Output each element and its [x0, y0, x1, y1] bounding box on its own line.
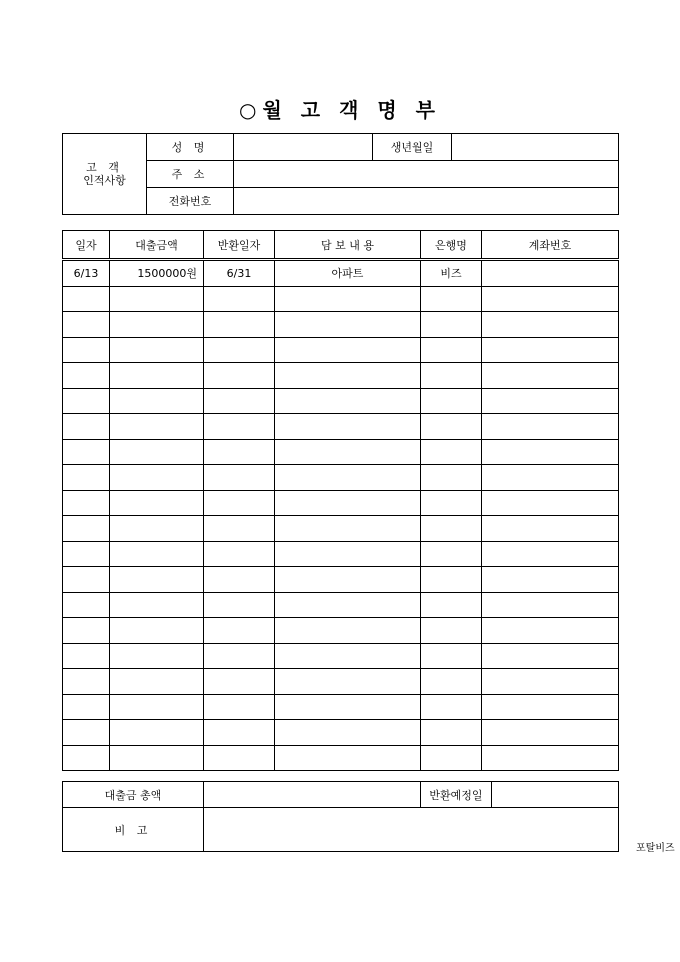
cell-bank[interactable] — [421, 516, 482, 542]
table-row — [63, 745, 619, 771]
cell-loan-amount[interactable] — [110, 312, 204, 338]
cell-date[interactable] — [63, 745, 110, 771]
cell-bank[interactable] — [421, 745, 482, 771]
memo-field[interactable] — [204, 808, 619, 852]
table-row — [63, 541, 619, 567]
table-row — [63, 720, 619, 746]
cell-loan-amount[interactable] — [110, 286, 204, 312]
cell-return-date[interactable] — [204, 388, 275, 414]
cell-collateral[interactable] — [275, 694, 421, 720]
cell-date[interactable] — [63, 388, 110, 414]
table-row — [63, 414, 619, 440]
table-row — [63, 363, 619, 389]
cell-collateral[interactable] — [275, 745, 421, 771]
cell-bank[interactable] — [421, 439, 482, 465]
cell-loan-amount[interactable] — [110, 465, 204, 491]
cell-return-date[interactable] — [204, 745, 275, 771]
cell-return-date[interactable] — [204, 618, 275, 644]
cell-bank[interactable] — [421, 567, 482, 593]
cell-date[interactable] — [63, 439, 110, 465]
cell-collateral[interactable] — [275, 669, 421, 695]
cell-collateral[interactable] — [275, 439, 421, 465]
header-account-number: 계좌번호 — [482, 231, 619, 260]
cell-bank[interactable] — [421, 694, 482, 720]
loan-ledger-table — [62, 230, 619, 771]
cell-bank[interactable] — [421, 643, 482, 669]
cell-loan-amount[interactable] — [110, 618, 204, 644]
table-row — [63, 643, 619, 669]
cell-account-number[interactable] — [482, 541, 619, 567]
cell-date[interactable]: 6/13 — [63, 260, 110, 287]
birth-field[interactable] — [452, 134, 619, 161]
header-bank: 은행명 — [421, 231, 482, 260]
cell-return-date[interactable] — [204, 516, 275, 542]
cell-collateral[interactable]: 아파트 — [275, 260, 421, 287]
table-row — [63, 694, 619, 720]
birth-label: 생년월일 — [373, 134, 452, 161]
cell-loan-amount[interactable] — [110, 643, 204, 669]
cell-bank[interactable]: 비즈 — [421, 260, 482, 287]
phone-field[interactable] — [234, 188, 619, 215]
cell-loan-amount[interactable] — [110, 694, 204, 720]
table-row — [63, 465, 619, 491]
cell-date[interactable] — [63, 618, 110, 644]
cell-date[interactable] — [63, 286, 110, 312]
cell-loan-amount[interactable] — [110, 592, 204, 618]
cell-bank[interactable] — [421, 541, 482, 567]
cell-bank[interactable] — [421, 312, 482, 338]
table-row — [63, 592, 619, 618]
cell-account-number[interactable] — [482, 260, 619, 287]
cell-return-date[interactable] — [204, 720, 275, 746]
cell-collateral[interactable] — [275, 643, 421, 669]
cell-return-date[interactable] — [204, 541, 275, 567]
header-loan-amount: 대출금액 — [110, 231, 204, 260]
cell-date[interactable] — [63, 643, 110, 669]
cell-collateral[interactable] — [275, 592, 421, 618]
table-row — [63, 337, 619, 363]
table-row — [63, 388, 619, 414]
cell-account-number[interactable] — [482, 337, 619, 363]
section-label-line2: 인적사항 — [83, 174, 126, 187]
cell-account-number[interactable] — [482, 388, 619, 414]
cell-date[interactable] — [63, 337, 110, 363]
header-date: 일자 — [63, 231, 110, 260]
table-row — [63, 618, 619, 644]
name-label: 성 명 — [147, 134, 234, 161]
table-row — [63, 567, 619, 593]
cell-loan-amount[interactable] — [110, 337, 204, 363]
cell-loan-amount[interactable] — [110, 516, 204, 542]
cell-date[interactable] — [63, 567, 110, 593]
cell-bank[interactable] — [421, 414, 482, 440]
cell-collateral[interactable] — [275, 337, 421, 363]
cell-account-number[interactable] — [482, 363, 619, 389]
cell-date[interactable] — [63, 516, 110, 542]
address-field[interactable] — [234, 161, 619, 188]
cell-collateral[interactable] — [275, 414, 421, 440]
cell-account-number[interactable] — [482, 720, 619, 746]
cell-account-number[interactable] — [482, 516, 619, 542]
cell-date[interactable] — [63, 465, 110, 491]
total-loan-field[interactable] — [204, 782, 421, 808]
cell-date[interactable] — [63, 694, 110, 720]
table-row — [63, 516, 619, 542]
table-row — [63, 439, 619, 465]
cell-loan-amount[interactable] — [110, 669, 204, 695]
cell-account-number[interactable] — [482, 414, 619, 440]
cell-return-date[interactable] — [204, 414, 275, 440]
cell-date[interactable] — [63, 669, 110, 695]
cell-bank[interactable] — [421, 592, 482, 618]
cell-account-number[interactable] — [482, 694, 619, 720]
cell-bank[interactable] — [421, 669, 482, 695]
cell-loan-amount[interactable] — [110, 541, 204, 567]
name-field[interactable] — [234, 134, 373, 161]
cell-return-date[interactable] — [204, 465, 275, 491]
page-title: ○월 고 객 명 부 — [239, 98, 441, 122]
cell-account-number[interactable] — [482, 439, 619, 465]
table-row — [63, 286, 619, 312]
cell-return-date[interactable] — [204, 669, 275, 695]
cell-account-number[interactable] — [482, 669, 619, 695]
customer-info-section-label — [63, 134, 147, 215]
cell-account-number[interactable] — [482, 490, 619, 516]
cell-collateral[interactable] — [275, 388, 421, 414]
cell-collateral[interactable] — [275, 312, 421, 338]
cell-account-number[interactable] — [482, 592, 619, 618]
cell-account-number[interactable] — [482, 567, 619, 593]
cell-bank[interactable] — [421, 720, 482, 746]
cell-loan-amount[interactable] — [110, 388, 204, 414]
cell-return-date[interactable] — [204, 337, 275, 363]
cell-collateral[interactable] — [275, 286, 421, 312]
memo-label: 비 고 — [63, 808, 204, 852]
cell-bank[interactable] — [421, 337, 482, 363]
header-collateral: 담 보 내 용 — [275, 231, 421, 260]
cell-return-date[interactable] — [204, 490, 275, 516]
cell-return-date[interactable] — [204, 643, 275, 669]
cell-return-date[interactable] — [204, 363, 275, 389]
watermark: 포탈비즈 — [636, 843, 675, 854]
table-row — [63, 490, 619, 516]
due-date-field[interactable] — [492, 782, 619, 808]
cell-account-number[interactable] — [482, 286, 619, 312]
cell-collateral[interactable] — [275, 567, 421, 593]
cell-collateral[interactable] — [275, 363, 421, 389]
cell-return-date[interactable] — [204, 286, 275, 312]
cell-collateral[interactable] — [275, 541, 421, 567]
header-return-date: 반환일자 — [204, 231, 275, 260]
phone-label: 전화번호 — [147, 188, 234, 215]
table-row — [63, 312, 619, 338]
due-date-label: 반환예정일 — [421, 782, 492, 808]
cell-bank[interactable] — [421, 618, 482, 644]
cell-date[interactable] — [63, 592, 110, 618]
cell-bank[interactable] — [421, 363, 482, 389]
address-label: 주 소 — [147, 161, 234, 188]
cell-account-number[interactable] — [482, 643, 619, 669]
cell-collateral[interactable] — [275, 516, 421, 542]
cell-collateral[interactable] — [275, 720, 421, 746]
cell-return-date[interactable]: 6/31 — [204, 260, 275, 287]
cell-date[interactable] — [63, 414, 110, 440]
cell-bank[interactable] — [421, 286, 482, 312]
cell-loan-amount[interactable] — [110, 414, 204, 440]
cell-date[interactable] — [63, 363, 110, 389]
cell-loan-amount[interactable] — [110, 567, 204, 593]
cell-return-date[interactable] — [204, 694, 275, 720]
cell-loan-amount[interactable] — [110, 363, 204, 389]
cell-return-date[interactable] — [204, 439, 275, 465]
cell-date[interactable] — [63, 312, 110, 338]
cell-return-date[interactable] — [204, 312, 275, 338]
cell-collateral[interactable] — [275, 490, 421, 516]
cell-date[interactable] — [63, 720, 110, 746]
cell-bank[interactable] — [421, 490, 482, 516]
summary-table — [62, 781, 619, 852]
cell-account-number[interactable] — [482, 618, 619, 644]
cell-loan-amount[interactable] — [110, 745, 204, 771]
cell-collateral[interactable] — [275, 618, 421, 644]
cell-loan-amount[interactable] — [110, 490, 204, 516]
cell-collateral[interactable] — [275, 465, 421, 491]
section-label-line1: 고 객 — [86, 161, 123, 174]
cell-account-number[interactable] — [482, 312, 619, 338]
table-row — [63, 260, 619, 287]
cell-account-number[interactable] — [482, 465, 619, 491]
cell-date[interactable] — [63, 490, 110, 516]
cell-loan-amount[interactable]: 1500000원 — [110, 260, 204, 287]
cell-date[interactable] — [63, 541, 110, 567]
table-row — [63, 669, 619, 695]
cell-bank[interactable] — [421, 465, 482, 491]
cell-loan-amount[interactable] — [110, 720, 204, 746]
cell-account-number[interactable] — [482, 745, 619, 771]
cell-return-date[interactable] — [204, 567, 275, 593]
cell-bank[interactable] — [421, 388, 482, 414]
total-loan-label: 대출금 총액 — [63, 782, 204, 808]
customer-info-table — [62, 133, 619, 215]
cell-return-date[interactable] — [204, 592, 275, 618]
cell-loan-amount[interactable] — [110, 439, 204, 465]
